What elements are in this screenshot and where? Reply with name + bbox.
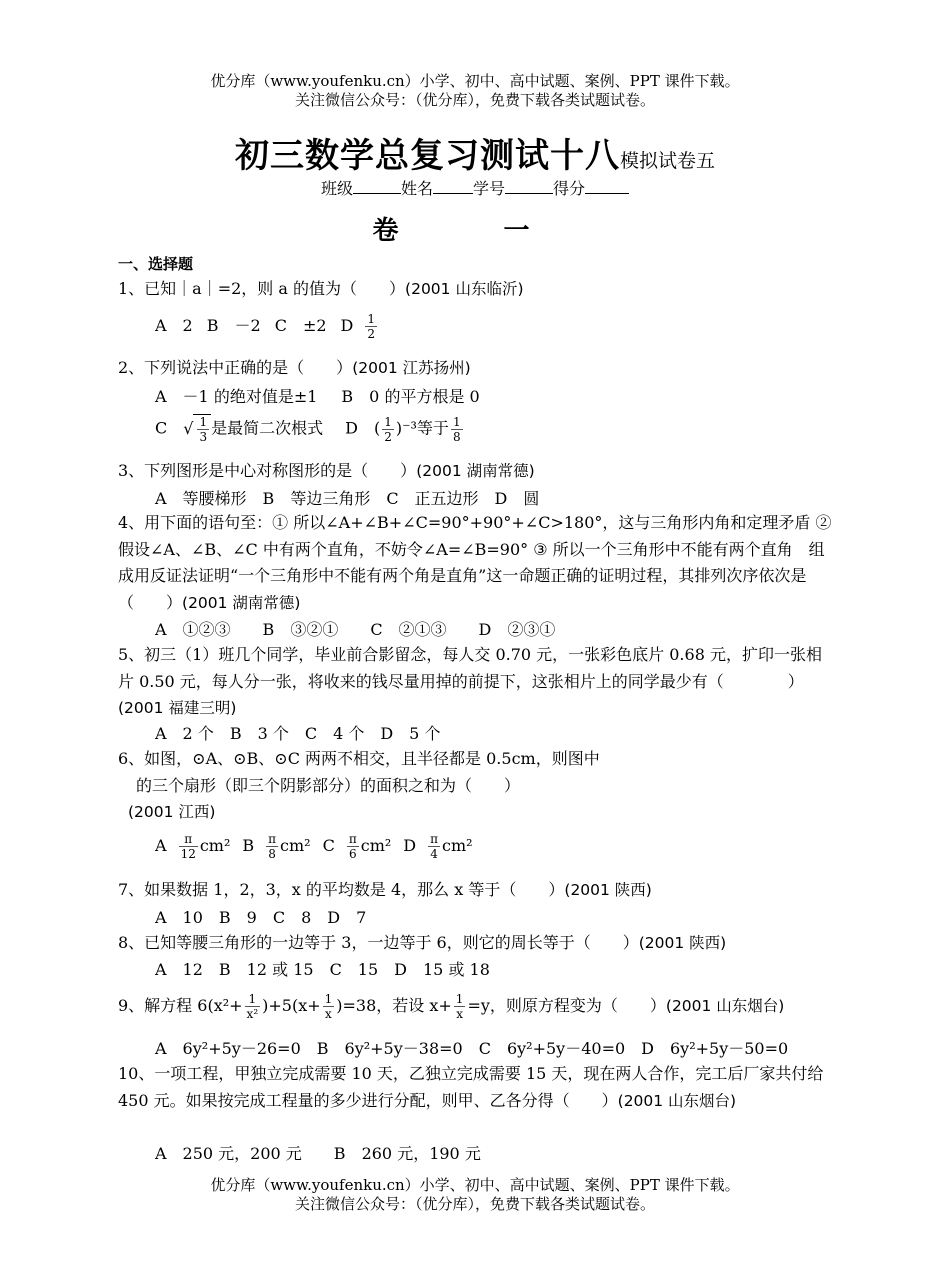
q9-source: (2001 山东烟台): [665, 997, 785, 1015]
q6-fraction-c: $\frac{\pi}{6}$: [348, 832, 357, 861]
q6-source: (2001 江西): [128, 803, 216, 821]
q6-options: A $\frac{\pi}{12}$ cm² B $\frac{\pi}{8}$ cm² C $\frac{\pi}{6}$ cm² D $\frac{\pi}{4}$ cm²: [155, 832, 473, 861]
q6-fraction-b: $\frac{\pi}{8}$: [268, 832, 277, 861]
q9-options: A 6y²+5y－26=0 B 6y²+5y－38=0 C 6y²+5y－40=0 D 6y²+5y－50=0: [155, 1039, 789, 1058]
name-blank[interactable]: [433, 179, 473, 194]
q10-options: A 250 元，200 元 B 260 元，190 元: [155, 1144, 481, 1163]
student-info: [0, 176, 950, 199]
footer-line-1: 优分库（www.youfenku.cn）小学、初中、高中试题、案例、PPT 课件下载。: [210, 1176, 740, 1194]
header-line-1: 优分库（www.youfenku.cn）小学、初中、高中试题、案例、PPT 课件下载。: [210, 72, 740, 90]
class-label: 班级: [320, 179, 353, 198]
question-7: [118, 877, 832, 904]
question-2: [118, 355, 832, 382]
q9-fraction-2: $\frac{1}{x}$: [324, 992, 333, 1021]
q5-source: (2001 福建三明): [118, 699, 237, 717]
q8-source: (2001 陕西): [638, 934, 727, 952]
question-1: [118, 276, 832, 303]
q6-line-1: 6、如图，⊙A、⊙B、⊙C 两两不相交，且半径都是 0.5cm，则图中: [118, 749, 600, 768]
q1-options: [155, 312, 379, 341]
q5-text: 5、初三（1）班几个同学，毕业前合影留念，每人交 0.70 元，一张彩色底片 0.68 元，扩印一张相片 0.50 元，每人分一张，将收来的钱尽量用掉的前提下，这张相片上的同学最少有（ ）: [118, 645, 822, 691]
q2-options-ab: [155, 384, 480, 407]
question-3: [118, 458, 832, 485]
q8-text: 8、已知等腰三角形的一边等于 3，一边等于 6，则它的周长等于（ ）: [118, 933, 639, 952]
q4-text: 4、用下面的语句至：① 所以∠A+∠B+∠C=90°+90°+∠C>180°，这与三角形内角和定理矛盾 ② 假设∠A、∠B、∠C 中有两个直角，不妨令∠A=∠B=90° ③ 所以一个三角形中不能有两个直角 组成用反证法证明“一个三角形中不能有两个角是直角”这一命题正确的证明过程，其排列次序依次是（ ）: [118, 513, 832, 612]
score-blank[interactable]: [585, 179, 629, 194]
q5-options: A 2 个 B 3 个 C 4 个 D 5 个: [155, 724, 441, 743]
question-10: [118, 1061, 832, 1114]
q6-fraction-a: $\frac{\pi}{12}$: [180, 832, 196, 861]
title-sub: 模拟试卷五: [619, 150, 715, 172]
q2-option-d: D (: [345, 418, 381, 438]
question-4: [118, 510, 832, 616]
q1-fraction: $\frac{1}{2}$: [367, 312, 376, 341]
q7-options: A 10 B 9 C 8 D 7: [155, 908, 367, 927]
q9-fraction-1: $\frac{1}{\text{x²}}$: [246, 992, 259, 1021]
q4-options: A ①②③ B ③②① C ②①③ D ②③①: [155, 620, 556, 639]
q6-fraction-d: $\frac{\pi}{4}$: [430, 832, 438, 861]
title-main: 初三数学总复习测试十八: [234, 136, 620, 176]
page-title: [0, 128, 950, 177]
q1-text: 1、已知｜a｜=2，则 a 的值为（ ）: [118, 279, 406, 298]
q1-source: (2001 山东临沂): [405, 280, 524, 298]
q2-source: (2001 江苏扬州): [352, 359, 471, 377]
question-8: [118, 930, 832, 957]
q9-fraction-3: $\frac{1}{x}$: [455, 992, 464, 1021]
q3-source: (2001 湖南常德): [416, 462, 535, 480]
q1-option-b: B －2: [206, 316, 261, 335]
header-line-2: 关注微信公众号：（优分库），免费下载各类试题试卷。: [294, 91, 655, 109]
id-label: 学号: [473, 179, 506, 198]
score-label: 得分: [553, 179, 586, 198]
q2-option-b: B 0 的平方根是 0: [341, 387, 480, 406]
question-6: [118, 746, 832, 826]
q1-option-a: A 2: [155, 316, 193, 335]
q2-option-c-text: 是最简二次根式: [211, 418, 324, 438]
q10-text: 10、一项工程，甲独立完成需要 10 天，乙独立完成需要 15 天，现在两人合作，完工后厂家共付给 450 元。如果按完成工程量的多少进行分配，则甲、乙各分得（ ）: [118, 1064, 824, 1110]
q3-text: 3、下列图形是中心对称图形的是（ ）: [118, 461, 417, 480]
q2-option-c: C: [155, 418, 168, 438]
q6-line-2: 的三个扇形（即三个阴影部分）的面积之和为（ ）: [136, 775, 521, 795]
q7-text: 7、如果数据 1，2，3，x 的平均数是 4，那么 x 等于（ ）: [118, 880, 565, 899]
sqrt-icon: √ $\frac{1}{3}$: [183, 414, 211, 444]
q3-options: A 等腰梯形 B 等边三角形 C 正五边形 D 圆: [155, 489, 540, 508]
question-9: 9、解方程 6(x²+ $\frac{1}{\text{x²}}$ )+5(x+ $\frac{1}{x}$ )=38，若设 x+ $\frac{1}{x}$ =y，则原方程变为（ ）(2001 山东烟台): [118, 992, 785, 1021]
q1-option-c: C ±2: [274, 316, 327, 335]
q2-text: 2、下列说法中正确的是（ ）: [118, 358, 353, 377]
q7-source: (2001 陕西): [564, 881, 652, 899]
q2-option-d-exp: )⁻³等于: [395, 418, 449, 438]
question-5: [118, 642, 832, 722]
volume-heading: 卷 一: [372, 216, 578, 246]
q8-options: A 12 B 12 或 15 C 15 D 15 或 18: [155, 960, 490, 979]
footer-line-2: 关注微信公众号：（优分库），免费下载各类试题试卷。: [294, 1195, 655, 1213]
id-blank[interactable]: [505, 179, 553, 194]
q2-options-cd: C √ $\frac{1}{3}$ 是最简二次根式 D ( $\frac{1}{2}$ )⁻³等于 $\frac{1}{8}$: [155, 414, 461, 444]
q2-option-a: A －1 的绝对值是±1: [155, 387, 318, 406]
section-heading: 一、选择题: [118, 255, 194, 273]
name-label: 姓名: [400, 179, 433, 198]
q10-source: (2001 山东烟台): [617, 1091, 737, 1110]
q1-option-d: D: [340, 316, 354, 335]
class-blank[interactable]: [353, 179, 401, 194]
q4-source: (2001 湖南常德): [182, 593, 301, 612]
